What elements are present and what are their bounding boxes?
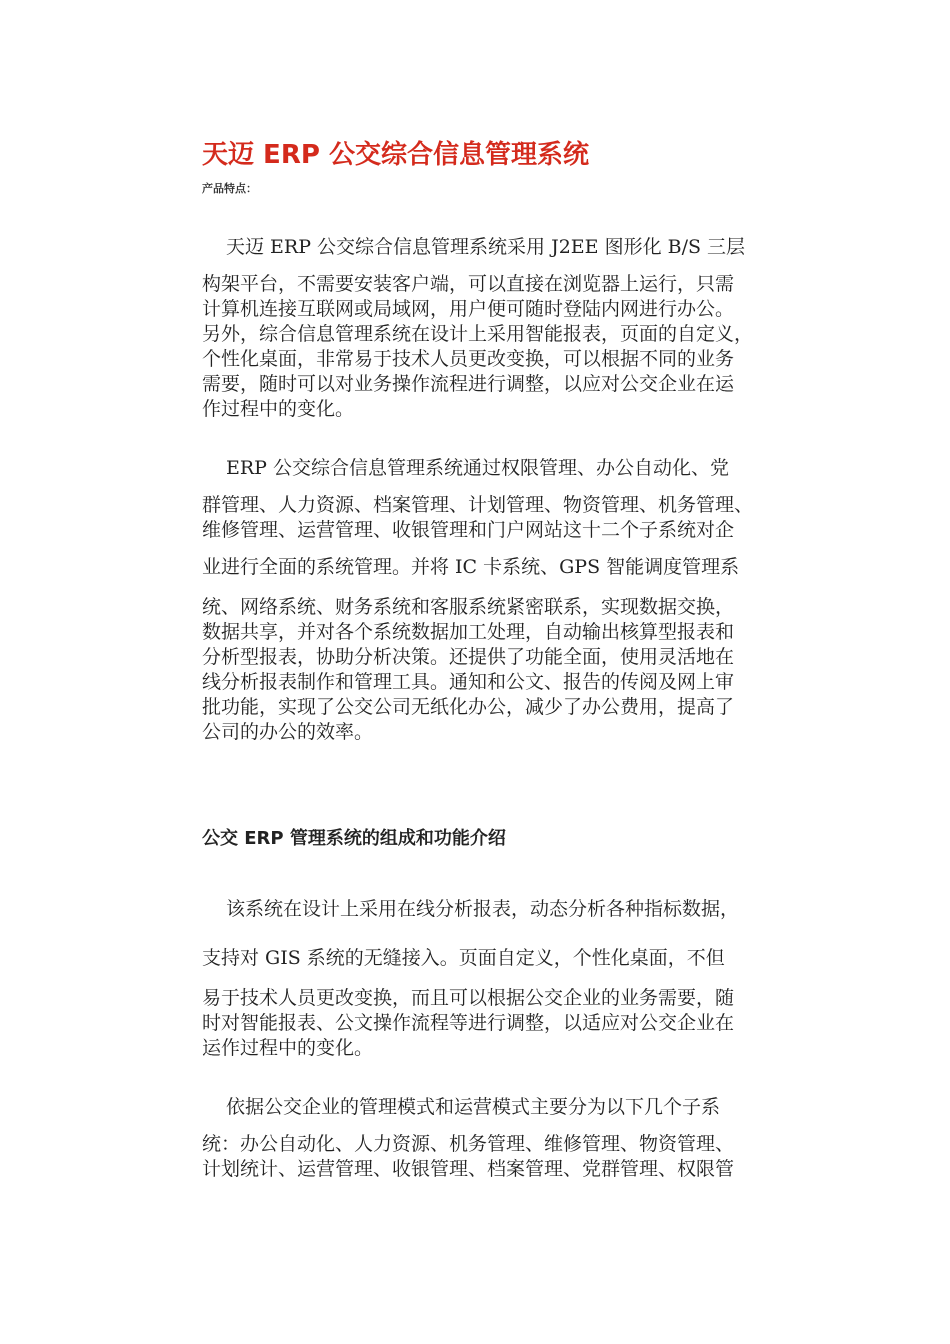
paragraph-line: 运作过程中的变化。 xyxy=(202,1037,374,1059)
paragraph-line: 线分析报表制作和管理工具。通知和公文、报告的传阅及网上审 xyxy=(202,671,735,693)
paragraph-line: 计算机连接互联网或局域网，用户便可随时登陆内网进行办公。 xyxy=(202,298,735,320)
paragraph-line: ERP 公交综合信息管理系统通过权限管理、办公自动化、党 xyxy=(226,457,730,479)
paragraph-line: 时对智能报表、公文操作流程等进行调整，以适应对公交企业在 xyxy=(202,1012,735,1034)
paragraph-line: 计划统计、运营管理、收银管理、档案管理、党群管理、权限管 xyxy=(202,1158,735,1180)
paragraph-line: 批功能，实现了公交公司无纸化办公，减少了办公费用，提高了 xyxy=(202,696,735,718)
paragraph-line: 易于技术人员更改变换，而且可以根据公交企业的业务需要，随 xyxy=(202,987,735,1009)
section-heading: 公交 ERP 管理系统的组成和功能介绍 xyxy=(202,828,506,849)
paragraph-line: 公司的办公的效率。 xyxy=(202,721,374,743)
paragraph-line: 作过程中的变化。 xyxy=(202,398,355,420)
paragraph-line: 需要，随时可以对业务操作流程进行调整，以应对公交企业在运 xyxy=(202,373,735,395)
paragraph-line: 数据共享，并对各个系统数据加工处理，自动输出核算型报表和 xyxy=(202,621,735,643)
paragraph-line: 个性化桌面，非常易于技术人员更改变换，可以根据不同的业务 xyxy=(202,348,735,370)
paragraph-line: 统：办公自动化、人力资源、机务管理、维修管理、物资管理、 xyxy=(202,1133,735,1155)
paragraph-line: 统、网络系统、财务系统和客服系统紧密联系，实现数据交换， xyxy=(202,596,735,618)
paragraph-line: 支持对 GIS 系统的无缝接入。页面自定义，个性化桌面，不但 xyxy=(202,947,725,969)
paragraph-line: 依据公交企业的管理模式和运营模式主要分为以下几个子系 xyxy=(226,1096,721,1118)
paragraph-line: 业进行全面的系统管理。并将 IC 卡系统、GPS 智能调度管理系 xyxy=(202,556,740,578)
paragraph-line: 分析型报表，协助分析决策。还提供了功能全面，使用灵活地在 xyxy=(202,646,735,668)
paragraph-line: 另外，综合信息管理系统在设计上采用智能报表，页面的自定义， xyxy=(202,323,754,345)
paragraph-line: 构架平台，不需要安装客户端，可以直接在浏览器上运行，只需 xyxy=(202,273,735,295)
document-subtitle: 产品特点： xyxy=(202,182,257,195)
paragraph-line: 群管理、人力资源、档案管理、计划管理、物资管理、机务管理、 xyxy=(202,494,754,516)
paragraph-line: 该系统在设计上采用在线分析报表，动态分析各种指标数据， xyxy=(226,898,740,920)
document-title: 天迈 ERP 公交综合信息管理系统 xyxy=(202,140,589,170)
paragraph-line: 天迈 ERP 公交综合信息管理系统采用 J2EE 图形化 B/S 三层 xyxy=(226,236,746,258)
paragraph-line: 维修管理、运营管理、收银管理和门户网站这十二个子系统对企 xyxy=(202,519,735,541)
